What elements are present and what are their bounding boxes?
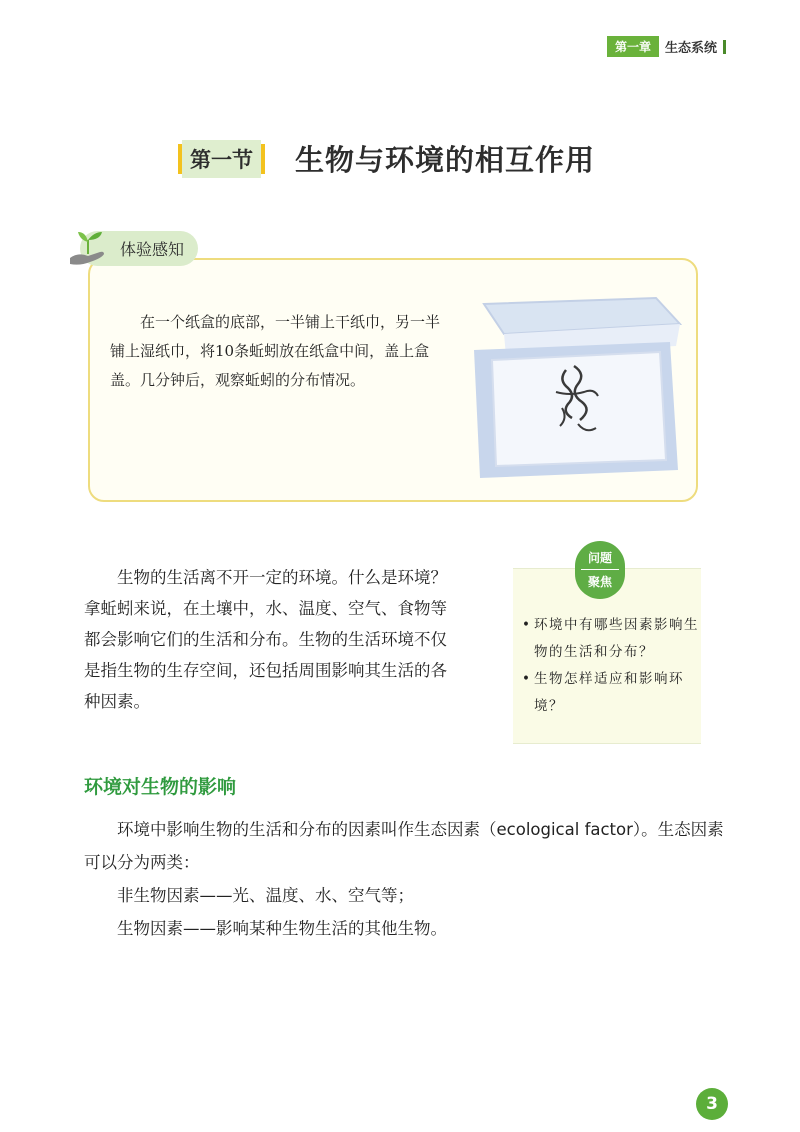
experience-text [110, 308, 450, 395]
intro-text: 生物的生活离不开一定的环境。什么是环境？拿蚯蚓来说，在土壤中，水、温度、空气、食物等都会影响它们的生活和分布。生物的生活环境不仅是指生物的生存空间，还包括周围影响其生活的各种因素。 [84, 568, 447, 711]
bullet-icon: • [522, 671, 530, 687]
experience-paragraph: 在一个纸盒的底部，一半铺上干纸巾，另一半铺上湿纸巾，将10条蚯蚓放在纸盒中间，盖上盒盖。几分钟后，观察蚯蚓的分布情况。 [110, 313, 441, 389]
section-number: 第一节 [182, 140, 261, 178]
question-list [522, 612, 702, 720]
hand-sprout-icon [66, 228, 110, 268]
factor-item-abiotic: 非生物因素——光、温度、水、空气等； [117, 886, 414, 905]
experience-label: 体验感知 [80, 231, 198, 266]
subsection-title: 环境对生物的影响 [84, 776, 237, 798]
bullet-icon: • [522, 617, 530, 633]
experience-tag [66, 228, 198, 268]
badge-bottom-text: 聚焦 [587, 575, 612, 589]
section-title: 生物与环境的相互作用 [295, 143, 596, 177]
section-number-box [178, 140, 265, 178]
header-bar [723, 40, 726, 54]
badge-top-text: 问题 [587, 551, 612, 565]
question-item [522, 612, 702, 666]
chapter-number: 第一章 [607, 36, 659, 57]
page-number: 3 [696, 1088, 728, 1120]
subsection-body [84, 813, 724, 945]
chapter-header [607, 36, 726, 57]
section-bar-right [261, 144, 265, 174]
section-heading [178, 138, 595, 179]
factor-item-biotic: 生物因素——影响某种生物生活的其他生物。 [117, 919, 447, 938]
box-worms-illustration [470, 284, 682, 478]
question-item [522, 666, 702, 720]
badge-divider [581, 569, 619, 570]
chapter-title: 生态系统 [664, 41, 717, 56]
intro-paragraph [84, 562, 462, 717]
question-focus-badge [575, 541, 625, 599]
definition-text: 环境中影响生物的生活和分布的因素叫作生态因素（ecological factor）。生态因素可以分为两类： [84, 820, 724, 872]
question-text: 生物怎样适应和影响环境？ [534, 671, 684, 714]
question-text: 环境中有哪些因素影响生物的生活和分布？ [534, 617, 699, 660]
